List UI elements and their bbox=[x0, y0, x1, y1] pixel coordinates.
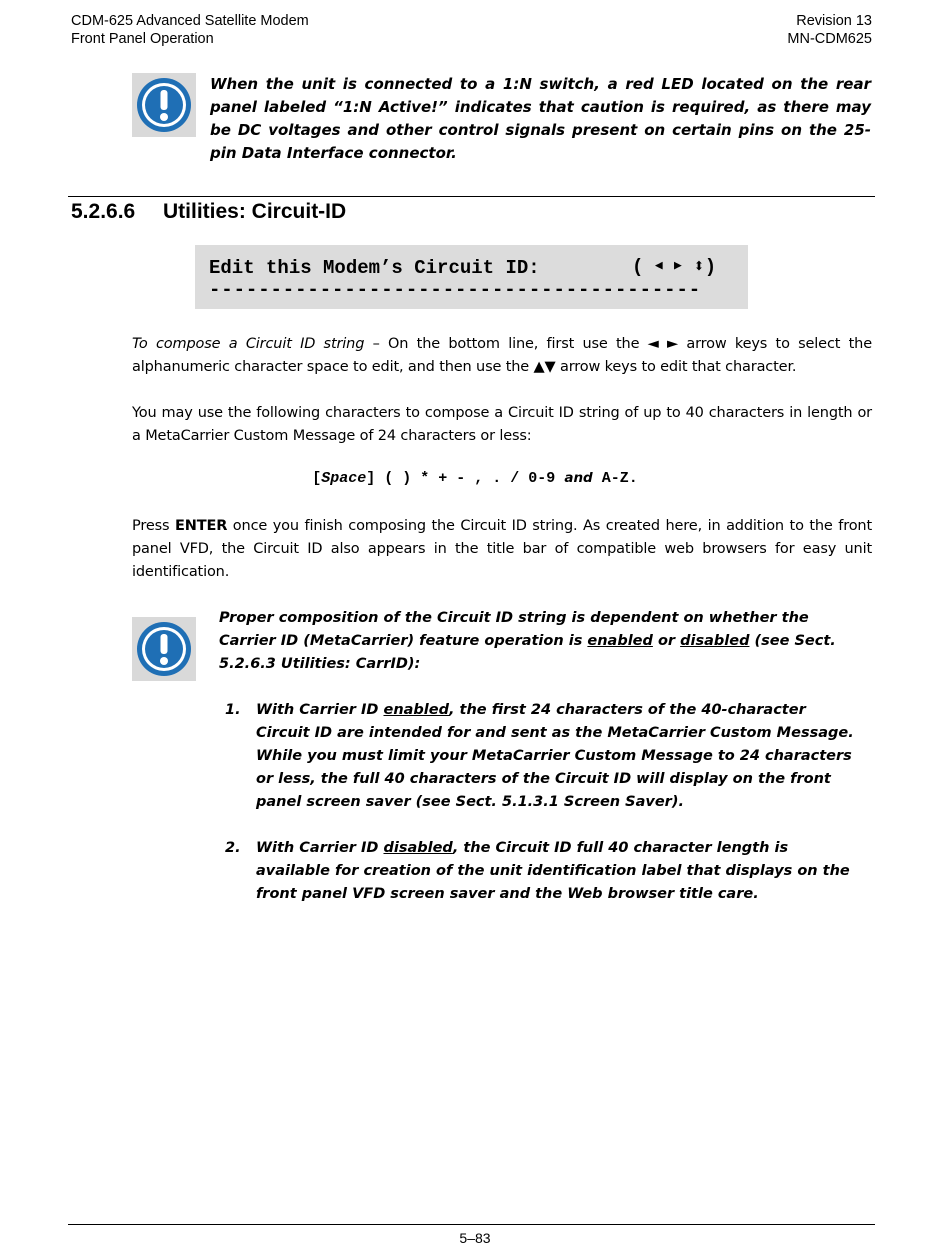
list-item-post: , the Circuit ID full 40 character length is available for creation of the unit identification label that displays on the front panel VFD screen saver and the Web browser title care. bbox=[256, 840, 850, 902]
vfd-line-1: Edit this Modem’s Circuit ID: bbox=[209, 257, 540, 279]
list-item-key: enabled bbox=[383, 702, 449, 718]
list-item-text bbox=[256, 837, 864, 906]
section-title: Utilities: Circuit-ID bbox=[163, 200, 347, 223]
left-arrow-icon: ◀ bbox=[654, 258, 663, 273]
note-disabled: disabled bbox=[680, 633, 750, 649]
vfd-paren-close: ) bbox=[704, 256, 717, 278]
list-item-text bbox=[256, 699, 864, 814]
note-enabled: enabled bbox=[587, 633, 653, 649]
note-text-b: or bbox=[652, 633, 681, 649]
vfd-key-hint bbox=[632, 255, 716, 278]
page-number: 5–83 bbox=[459, 1230, 491, 1246]
allowed-characters-list bbox=[0, 470, 950, 487]
list-item-key: disabled bbox=[383, 840, 453, 856]
char-open-bracket: [ bbox=[312, 470, 322, 487]
compose-instructions bbox=[132, 333, 872, 379]
vfd-display bbox=[195, 245, 748, 309]
note-text bbox=[219, 607, 864, 676]
list-item bbox=[219, 837, 864, 906]
caution-exclamation-icon bbox=[132, 73, 196, 137]
enter-instructions bbox=[132, 515, 872, 584]
compose-lead: To compose a Circuit ID string bbox=[132, 336, 365, 352]
enter-key-label: ENTER bbox=[174, 518, 228, 534]
enter-post: once you finish composing the Circuit ID string. As created here, in addition to the front panel VFD, the Circuit ID also appears in the title bar of compatible web browsers for easy unit identification. bbox=[132, 518, 873, 580]
note-text-c: (see Sect. 5.2.6.3 Utilities: CarrID): bbox=[219, 633, 836, 672]
section-number: 5.2.6.6 bbox=[71, 200, 136, 223]
list-item-pre: With Carrier ID bbox=[256, 702, 384, 718]
char-letters: A-Z. bbox=[592, 470, 638, 487]
char-and: and bbox=[564, 470, 593, 486]
document-title: CDM-625 Advanced Satellite Modem bbox=[71, 13, 309, 29]
char-symbols: ] ( ) * + - , . / 0-9 bbox=[366, 470, 565, 487]
list-item-number: 1. bbox=[225, 702, 241, 718]
up-down-arrow-icon: ⬍ bbox=[693, 256, 705, 278]
caution-text: When the unit is connected to a 1:N switch, a red LED located on the rear panel labeled “1:N Active!” indicates that caution is required, as there may be DC voltages and other control signals present on certain pins on the 25-pin Data Interface connector. bbox=[210, 75, 871, 162]
vfd-line-2: ---------------------------------------- bbox=[209, 279, 702, 301]
section-heading bbox=[71, 200, 346, 224]
list-item-post: , the first 24 characters of the 40-character Circuit ID are intended for and sent as the MetaCarrier Custom Message. While you must limit your MetaCarrier Custom Message to 24 characters or less, the full 40 characters of the Circuit ID will display on the front panel screen saver (see Sect. 5.1.3.1 Screen Saver). bbox=[256, 702, 854, 810]
note-text-a: Proper composition of the Circuit ID string is dependent on whether the Carrier ID (MetaCarrier) feature operation is bbox=[219, 610, 809, 649]
list-item bbox=[219, 699, 864, 814]
compose-text: – On the bottom line, first use the ◄ ► arrow keys to select the alphanumeric character space to edit, and then use the ▲▼ arrow keys to edit that character. bbox=[132, 336, 872, 375]
list-item-pre: With Carrier ID bbox=[256, 840, 384, 856]
manual-number: MN-CDM625 bbox=[787, 31, 872, 47]
chapter-title: Front Panel Operation bbox=[71, 31, 214, 47]
revision-label: Revision 13 bbox=[796, 13, 872, 29]
vfd-paren-open: ( bbox=[632, 256, 644, 278]
right-arrow-icon: ▶ bbox=[674, 258, 682, 273]
allowed-characters-intro: You may use the following characters to compose a Circuit ID string of up to 40 characters in length or a MetaCarrier Custom Message of 24 characters or less: bbox=[132, 405, 872, 444]
header-left bbox=[71, 12, 309, 48]
section-divider bbox=[68, 196, 875, 197]
header-right bbox=[787, 12, 872, 48]
enter-pre: Press bbox=[132, 518, 175, 534]
footer-divider bbox=[68, 1224, 875, 1225]
char-space: Space bbox=[321, 470, 367, 487]
list-item-number: 2. bbox=[225, 840, 241, 856]
caution-exclamation-icon bbox=[132, 617, 196, 681]
